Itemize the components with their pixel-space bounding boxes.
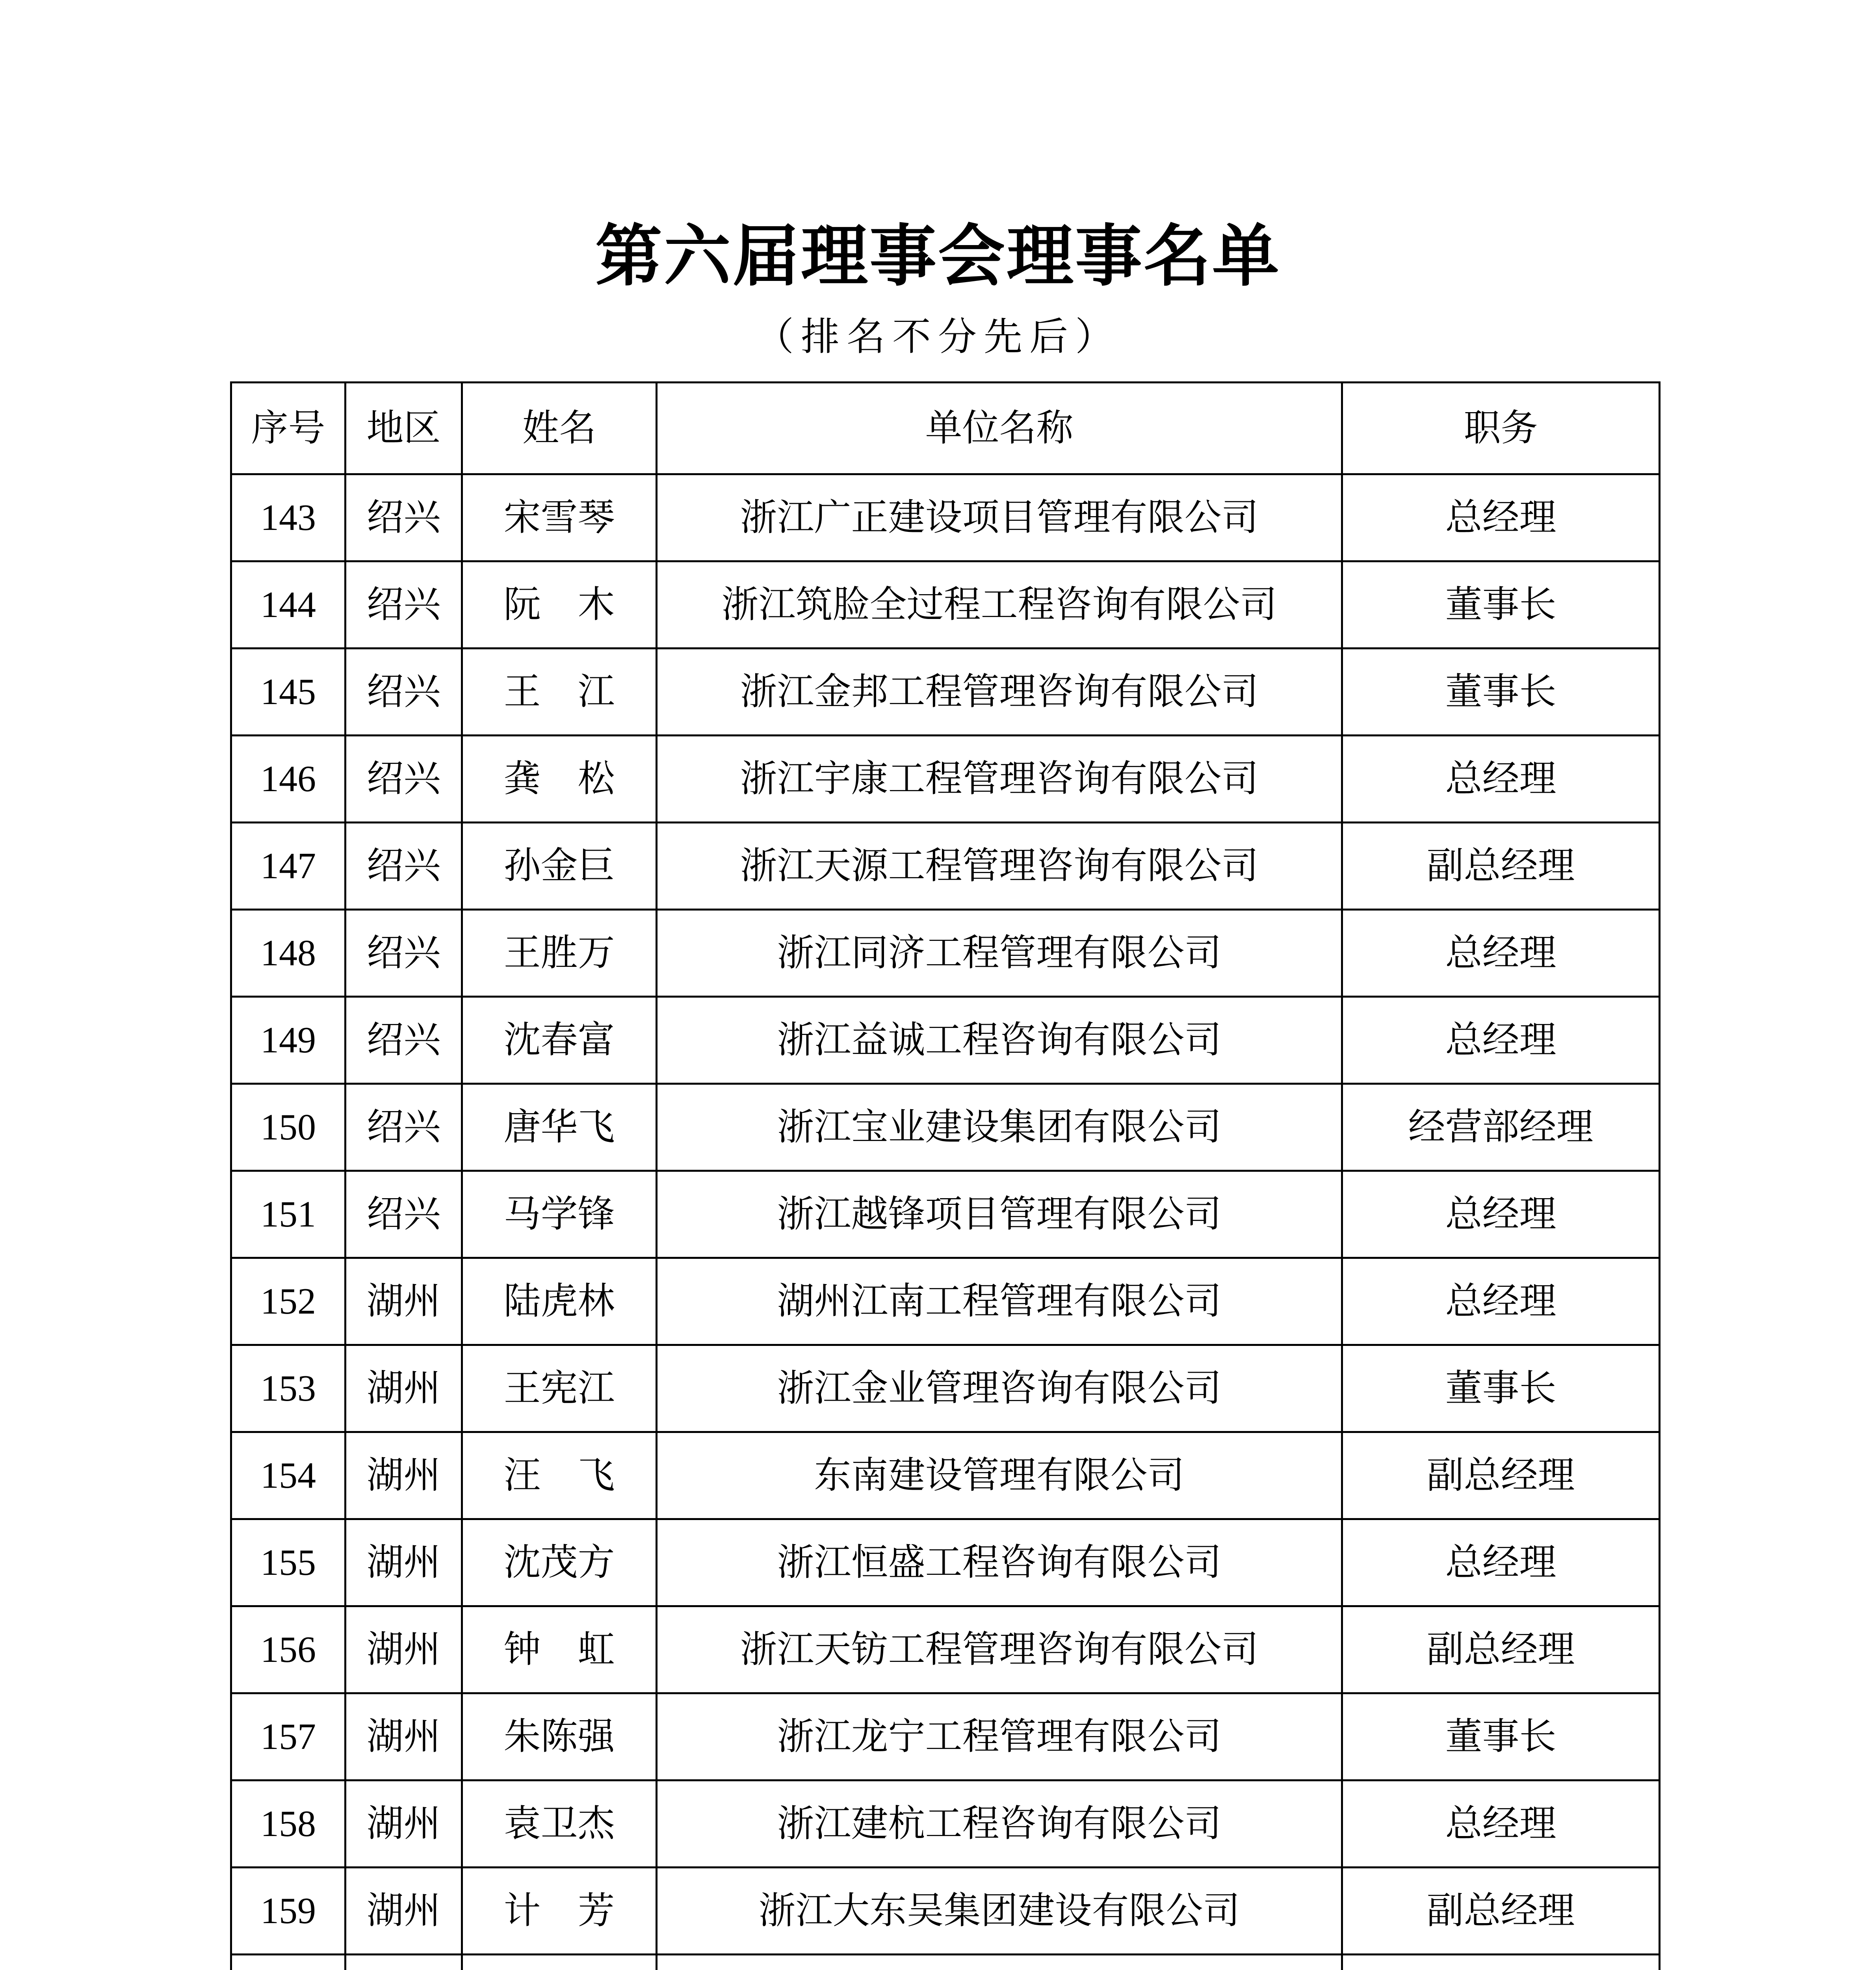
cell-region: 绍兴 bbox=[345, 736, 462, 823]
cell-region: 湖州 bbox=[345, 1432, 462, 1519]
cell-serial-no: 155 bbox=[231, 1519, 345, 1606]
cell-position: 总经理 bbox=[1342, 1171, 1660, 1258]
cell-organization: 浙江恒盛工程咨询有限公司 bbox=[657, 1519, 1342, 1606]
table-row bbox=[231, 1780, 1660, 1868]
cell-serial-no: 148 bbox=[231, 910, 345, 997]
table-row bbox=[231, 1258, 1660, 1345]
cell-organization: 浙江大东吴集团建设有限公司 bbox=[657, 1868, 1342, 1955]
table-row bbox=[231, 1084, 1660, 1171]
cell-organization: 浙江同济工程管理有限公司 bbox=[657, 910, 1342, 997]
cell-name: 龚 松 bbox=[462, 736, 657, 823]
cell-name: 孙金巨 bbox=[462, 823, 657, 910]
table-row bbox=[231, 1955, 1660, 1970]
cell-region: 湖州 bbox=[345, 1345, 462, 1432]
header-serial-no: 序号 bbox=[231, 383, 345, 474]
page-subtitle: （排名不分先后） bbox=[755, 314, 1121, 359]
table-header-row bbox=[231, 383, 1660, 474]
cell-position: 总经理 bbox=[1342, 1780, 1660, 1868]
cell-region: 湖州 bbox=[345, 1868, 462, 1955]
cell-name: 马学锋 bbox=[462, 1171, 657, 1258]
cell-organization: 浙江建杭工程咨询有限公司 bbox=[657, 1780, 1342, 1868]
cell-position: 副总经理 bbox=[1342, 823, 1660, 910]
cell-name: 汪 飞 bbox=[462, 1432, 657, 1519]
cell-serial-no: 150 bbox=[231, 1084, 345, 1171]
cell-position: 总经理 bbox=[1342, 736, 1660, 823]
cell-serial-no: 152 bbox=[231, 1258, 345, 1345]
table-row bbox=[231, 823, 1660, 910]
cell-region: 绍兴 bbox=[345, 997, 462, 1084]
table-row bbox=[231, 474, 1660, 561]
cell-position: 总经理 bbox=[1342, 474, 1660, 561]
header-position: 职务 bbox=[1342, 383, 1660, 474]
cell-region: 湖州 bbox=[345, 1693, 462, 1780]
header-organization: 单位名称 bbox=[657, 383, 1342, 474]
cell-name: 沈茂方 bbox=[462, 1519, 657, 1606]
cell-serial-no: 159 bbox=[231, 1868, 345, 1955]
cell-organization: 浙江广正建设项目管理有限公司 bbox=[657, 474, 1342, 561]
cell-organization: 浙江金业管理咨询有限公司 bbox=[657, 1345, 1342, 1432]
cell-serial-no: 158 bbox=[231, 1780, 345, 1868]
council-member-table bbox=[230, 381, 1661, 1970]
table-row bbox=[231, 649, 1660, 736]
cell-position: 董事长 bbox=[1342, 1345, 1660, 1432]
cell-position: 董事长 bbox=[1342, 561, 1660, 649]
cell-organization: 浙江益诚工程咨询有限公司 bbox=[657, 997, 1342, 1084]
cell-serial-no: 156 bbox=[231, 1606, 345, 1693]
cell-organization: 浙江天源工程管理咨询有限公司 bbox=[657, 823, 1342, 910]
cell-name: 宋雪琴 bbox=[462, 474, 657, 561]
cell-organization: 浙江越锋项目管理有限公司 bbox=[657, 1171, 1342, 1258]
cell-serial-no: 149 bbox=[231, 997, 345, 1084]
table-row bbox=[231, 1171, 1660, 1258]
cell-position: 董事长 bbox=[1342, 649, 1660, 736]
cell-name: 陆虎林 bbox=[462, 1258, 657, 1345]
cell-serial-no: 146 bbox=[231, 736, 345, 823]
cell-name: 计 芳 bbox=[462, 1868, 657, 1955]
cell-position: 总经理 bbox=[1342, 1519, 1660, 1606]
cell-position: 副总经理 bbox=[1342, 1606, 1660, 1693]
cell-name: 沈春富 bbox=[462, 997, 657, 1084]
cell-position: 总经理 bbox=[1342, 997, 1660, 1084]
table-row bbox=[231, 1519, 1660, 1606]
table-body bbox=[231, 474, 1660, 1970]
table-row bbox=[231, 1345, 1660, 1432]
cell-serial-no: 153 bbox=[231, 1345, 345, 1432]
cell-serial-no: 151 bbox=[231, 1171, 345, 1258]
cell-organization: 浙江金邦工程管理咨询有限公司 bbox=[657, 649, 1342, 736]
cell-position bbox=[1342, 1955, 1660, 1970]
cell-organization: 浙江筑脸全过程工程咨询有限公司 bbox=[657, 561, 1342, 649]
cell-organization: 浙江宝业建设集团有限公司 bbox=[657, 1084, 1342, 1171]
cell-name: 王 江 bbox=[462, 649, 657, 736]
cell-organization: 浙江天钫工程管理咨询有限公司 bbox=[657, 1606, 1342, 1693]
cell-serial-no: 143 bbox=[231, 474, 345, 561]
table-row bbox=[231, 997, 1660, 1084]
table-row bbox=[231, 910, 1660, 997]
cell-organization bbox=[657, 1955, 1342, 1970]
cell-region bbox=[345, 1955, 462, 1970]
cell-serial-no: 145 bbox=[231, 649, 345, 736]
cell-position: 经营部经理 bbox=[1342, 1084, 1660, 1171]
cell-serial-no: 157 bbox=[231, 1693, 345, 1780]
cell-region: 湖州 bbox=[345, 1258, 462, 1345]
header-name: 姓名 bbox=[462, 383, 657, 474]
cell-organization: 浙江宇康工程管理咨询有限公司 bbox=[657, 736, 1342, 823]
cell-serial-no bbox=[231, 1955, 345, 1970]
table-row bbox=[231, 1606, 1660, 1693]
cell-position: 总经理 bbox=[1342, 910, 1660, 997]
header-region: 地区 bbox=[345, 383, 462, 474]
cell-position: 董事长 bbox=[1342, 1693, 1660, 1780]
table-row bbox=[231, 1432, 1660, 1519]
cell-position: 副总经理 bbox=[1342, 1432, 1660, 1519]
cell-serial-no: 144 bbox=[231, 561, 345, 649]
cell-name: 阮 木 bbox=[462, 561, 657, 649]
cell-region: 绍兴 bbox=[345, 823, 462, 910]
table-row bbox=[231, 736, 1660, 823]
cell-name: 朱陈强 bbox=[462, 1693, 657, 1780]
cell-name: 王胜万 bbox=[462, 910, 657, 997]
cell-region: 绍兴 bbox=[345, 561, 462, 649]
cell-region: 湖州 bbox=[345, 1606, 462, 1693]
page-title: 第六届理事会理事名单 bbox=[595, 217, 1281, 296]
table-row bbox=[231, 1868, 1660, 1955]
cell-position: 副总经理 bbox=[1342, 1868, 1660, 1955]
table-row bbox=[231, 1693, 1660, 1780]
cell-region: 绍兴 bbox=[345, 1084, 462, 1171]
cell-name: 王宪江 bbox=[462, 1345, 657, 1432]
cell-name: 钟 虹 bbox=[462, 1606, 657, 1693]
cell-serial-no: 154 bbox=[231, 1432, 345, 1519]
cell-name bbox=[462, 1955, 657, 1970]
cell-organization: 湖州江南工程管理有限公司 bbox=[657, 1258, 1342, 1345]
table-row bbox=[231, 561, 1660, 649]
cell-name: 袁卫杰 bbox=[462, 1780, 657, 1868]
cell-region: 绍兴 bbox=[345, 474, 462, 561]
cell-organization: 浙江龙宁工程管理有限公司 bbox=[657, 1693, 1342, 1780]
cell-organization: 东南建设管理有限公司 bbox=[657, 1432, 1342, 1519]
cell-region: 绍兴 bbox=[345, 649, 462, 736]
cell-region: 湖州 bbox=[345, 1780, 462, 1868]
cell-position: 总经理 bbox=[1342, 1258, 1660, 1345]
cell-region: 绍兴 bbox=[345, 910, 462, 997]
cell-serial-no: 147 bbox=[231, 823, 345, 910]
cell-region: 绍兴 bbox=[345, 1171, 462, 1258]
cell-name: 唐华飞 bbox=[462, 1084, 657, 1171]
cell-region: 湖州 bbox=[345, 1519, 462, 1606]
